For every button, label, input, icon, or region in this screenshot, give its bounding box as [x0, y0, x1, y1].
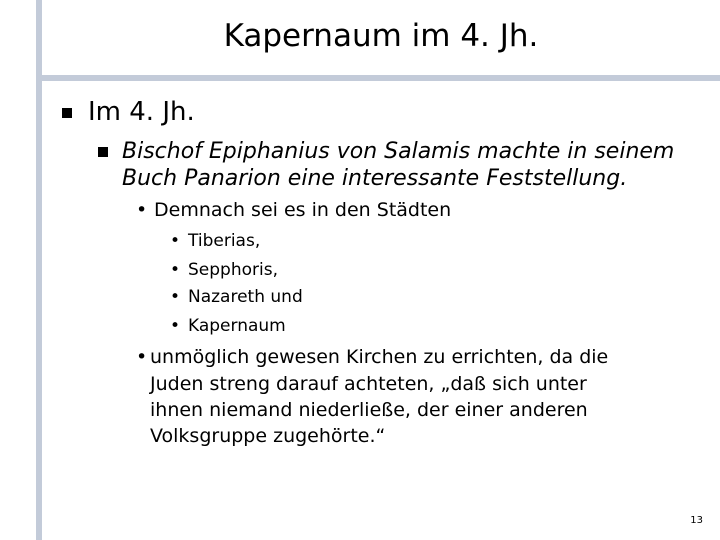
- city-item: Kapernaum: [188, 316, 286, 336]
- city-item: Tiberias,: [188, 231, 261, 251]
- title-underline-rule: [36, 75, 720, 81]
- page-number: 13: [690, 515, 703, 526]
- level1-text: Im 4. Jh.: [88, 97, 195, 127]
- bullet-dot-icon: •: [170, 231, 181, 251]
- level3-b-line-3: ihnen niemand niederließe, der einer anderen: [150, 399, 588, 421]
- level2-line-1: Bischof Epiphanius von Salamis machte in seinem: [122, 139, 675, 164]
- bullet-dot-icon: •: [170, 316, 181, 336]
- level2-line-2: Buch Panarion eine interessante Feststellung.: [122, 166, 628, 191]
- level3-b-line-2: Juden streng darauf achteten, „daß sich unter: [150, 373, 587, 395]
- level3-text-demnach: Demnach sei es in den Städten: [154, 199, 452, 221]
- city-item: Nazareth und: [188, 287, 303, 307]
- bullet-dot-icon: •: [170, 260, 181, 280]
- city-item: Sepphoris,: [188, 260, 278, 280]
- square-bullet-icon: [98, 147, 108, 157]
- level3-b-line-4: Volksgruppe zugehörte.“: [150, 425, 386, 447]
- left-accent-rule: [36, 0, 42, 540]
- square-bullet-icon: [62, 108, 72, 118]
- bullet-dot-icon: •: [136, 199, 148, 221]
- level3-b-line-1: unmöglich gewesen Kirchen zu errichten, da die: [150, 346, 609, 368]
- slide-title: Kapernaum im 4. Jh.: [223, 18, 539, 54]
- bullet-dot-icon: •: [170, 287, 181, 307]
- bullet-dot-icon: •: [136, 346, 148, 368]
